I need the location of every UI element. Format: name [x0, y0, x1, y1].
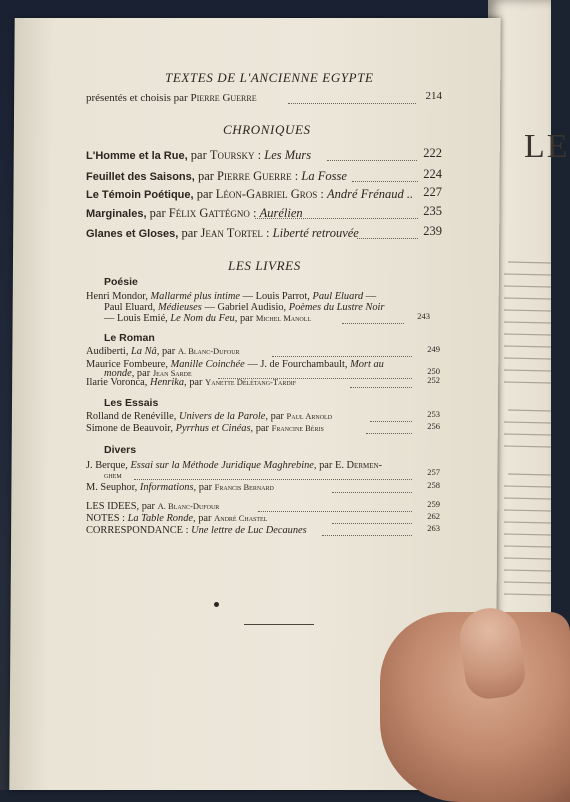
- par: par: [319, 460, 333, 471]
- reviewer: E. Dermen-: [335, 460, 383, 471]
- author: — Louis Parrot,: [242, 291, 310, 302]
- leader-dots: [322, 535, 412, 536]
- subsection-heading-divers: Divers: [104, 444, 137, 456]
- leader-dots: [332, 492, 412, 493]
- chronique-par: par: [181, 226, 198, 240]
- divers-entry-continued: ghem: [104, 470, 122, 480]
- end-rule: [244, 624, 314, 625]
- essais-entry: [86, 423, 324, 434]
- chronique-title: Feuillet des Saisons,: [86, 171, 195, 183]
- chronique-par: par: [149, 206, 166, 220]
- reviewer: A. Blanc-Dufour: [157, 501, 220, 511]
- leader-dots: [332, 523, 412, 524]
- egypte-page: 214: [425, 90, 442, 102]
- closing-page: 262: [427, 511, 440, 521]
- roman-page: 249: [427, 344, 440, 354]
- poesie-line-3: [104, 313, 311, 324]
- chronique-sep: :: [257, 148, 262, 162]
- leader-dots: [288, 103, 416, 104]
- chronique-par: par: [190, 148, 207, 162]
- chronique-entry: [86, 187, 413, 202]
- rubric: NOTES :: [86, 513, 125, 524]
- subsection-heading-poesie: Poésie: [104, 276, 138, 288]
- reviewer: Francis Bernard: [214, 482, 274, 492]
- work: Informations,: [139, 482, 197, 493]
- roman-entry: [86, 346, 240, 357]
- reviewer: Yanette Délétang-Tardif: [205, 377, 297, 387]
- work: Paul Eluard: [312, 291, 364, 302]
- chronique-page: 222: [423, 146, 442, 160]
- roman-page: 250: [427, 366, 440, 376]
- work: Une lettre de Luc Decaunes: [191, 525, 307, 536]
- divers-page: 257: [427, 467, 440, 477]
- author: Rolland de Renéville,: [86, 411, 177, 422]
- leader-dots: [350, 387, 412, 388]
- section-title-livres: LES LIVRES: [228, 258, 301, 273]
- reviewer: André Chastel: [214, 513, 268, 523]
- leader-dots: [342, 323, 404, 324]
- work: Mort au: [350, 359, 384, 370]
- author: — J. de Fourchambault,: [247, 359, 348, 370]
- leader-dots: [357, 238, 418, 239]
- section-title-chroniques: CHRONIQUES: [223, 122, 311, 137]
- work: Mallarmé plus intime: [150, 291, 240, 302]
- divers-entry: [86, 482, 274, 493]
- chronique-title: Le Témoin Poétique,: [86, 189, 194, 201]
- work: La Nâ,: [131, 346, 160, 357]
- chronique-page: 224: [423, 167, 442, 181]
- par: par: [198, 513, 212, 524]
- author: J. Berque,: [86, 460, 128, 471]
- subsection-heading-roman: Le Roman: [104, 332, 155, 344]
- poesie-line-2: [104, 302, 384, 313]
- reviewer: Jean Sarde: [152, 368, 192, 378]
- work: Manille Coinchée: [170, 359, 245, 370]
- par: par: [141, 501, 155, 512]
- chronique-sep: :: [252, 206, 257, 220]
- author: Paul Eluard,: [104, 302, 156, 313]
- closing-page: 259: [427, 499, 440, 509]
- author: M. Seuphor,: [86, 482, 138, 493]
- closing-entry: [86, 501, 219, 512]
- poesie-line-1: [86, 291, 376, 302]
- author: — Louis Emié,: [104, 313, 168, 324]
- chronique-author: Félix Gattégno: [168, 206, 250, 220]
- dash: —: [365, 291, 377, 302]
- leader-dots: [366, 433, 412, 434]
- egypte-entry: [86, 92, 257, 104]
- rubric: LES IDEES,: [86, 501, 140, 512]
- chronique-author: Jean Tortel: [200, 226, 263, 240]
- par: par: [161, 346, 176, 357]
- reviewer: A. Blanc-Dufour: [177, 346, 240, 356]
- closing-entry: [86, 525, 307, 536]
- egypte-author: Pierre Guerre: [190, 92, 257, 104]
- chronique-page: 235: [423, 204, 442, 218]
- chronique-sep: :: [320, 187, 324, 201]
- chronique-entry: [86, 169, 347, 184]
- essais-entry: [86, 411, 332, 422]
- author: Simone de Beauvoir,: [86, 423, 174, 434]
- chronique-sep: :: [294, 169, 299, 183]
- work: Henrika,: [149, 377, 187, 388]
- author: — Gabriel Audisio,: [204, 302, 287, 313]
- essais-page: 253: [427, 409, 440, 419]
- chronique-title: L'Homme et la Rue,: [86, 150, 188, 162]
- par: par: [189, 377, 203, 388]
- work: Univers de la Parole,: [178, 411, 269, 422]
- leader-dots: [352, 181, 418, 182]
- author: Henri Mondor,: [86, 291, 148, 302]
- divers-page: 258: [427, 480, 440, 490]
- chronique-page: 227: [423, 185, 442, 199]
- chronique-title: Glanes et Gloses,: [86, 228, 179, 240]
- chronique-par: par: [197, 169, 214, 183]
- chronique-title: Marginales,: [86, 208, 147, 220]
- work: monde,: [104, 368, 135, 379]
- roman-entry: [86, 377, 296, 388]
- work: Le Nom du Feu,: [170, 313, 238, 324]
- chronique-author: Toursky: [209, 148, 255, 162]
- work: Médieuses: [157, 302, 202, 313]
- reviewer: Paul Arnold: [286, 411, 333, 421]
- chronique-entry: [86, 148, 311, 163]
- chronique-author: Léon-Gabriel Gros: [215, 187, 318, 201]
- poesie-page: 243: [417, 311, 430, 321]
- par: par: [198, 482, 213, 493]
- divers-entry: [86, 460, 382, 471]
- chronique-author: Pierre Guerre: [217, 169, 292, 183]
- leader-dots: [327, 160, 417, 161]
- rubric: CORRESPONDANCE :: [86, 525, 189, 536]
- section-title-egypte: TEXTES DE L'ANCIENNE EGYPTE: [165, 70, 374, 85]
- leader-dots: [134, 479, 412, 480]
- work: La Table Ronde,: [127, 513, 196, 524]
- par: par: [270, 411, 284, 422]
- ornament-dot: [214, 602, 219, 607]
- facing-page-heading: LE: [524, 128, 570, 165]
- chronique-page: 239: [423, 224, 442, 238]
- essais-page: 256: [427, 421, 440, 431]
- closing-page: 263: [427, 523, 440, 533]
- author: Maurice Fombeure,: [86, 359, 168, 370]
- subsection-heading-essais: Les Essais: [104, 397, 159, 409]
- author: Audiberti,: [86, 346, 129, 357]
- chronique-work: Liberté retrouvée: [272, 226, 359, 240]
- chronique-par: par: [196, 187, 213, 201]
- egypte-text: présentés et choisis par: [86, 92, 188, 104]
- leader-dots: [272, 356, 412, 357]
- chronique-work: La Fosse: [301, 169, 347, 183]
- par: par: [239, 313, 254, 324]
- leader-dots: [255, 218, 418, 219]
- closing-entry: [86, 513, 267, 524]
- leader-dots: [258, 511, 412, 512]
- reviewer: Francine Béris: [271, 423, 324, 433]
- work: Essai sur la Méthode Juridique Maghrebine,: [130, 460, 317, 471]
- reviewer: Michel Manoll: [255, 313, 312, 323]
- chronique-work: André Frénaud ..: [327, 187, 414, 201]
- chronique-entry: [86, 226, 359, 241]
- chronique-work: Aurélien: [259, 206, 303, 220]
- chronique-work: Les Murs: [264, 148, 312, 162]
- author: Ilarie Voronca,: [86, 377, 148, 388]
- leader-dots: [370, 421, 412, 422]
- roman-page: 252: [427, 375, 440, 385]
- par: par: [255, 423, 269, 434]
- par: par: [136, 368, 151, 379]
- work: Pyrrhus et Cinéas,: [175, 423, 254, 434]
- work: Poèmes du Lustre Noir: [288, 302, 385, 313]
- chronique-sep: :: [266, 226, 270, 240]
